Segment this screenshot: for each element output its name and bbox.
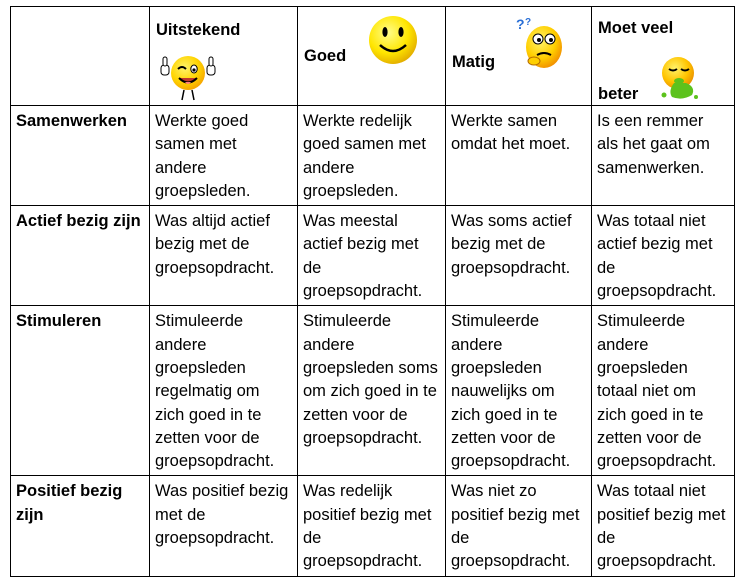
cell: Was niet zo positief bezig met de groepsopdracht. — [446, 476, 592, 576]
cell: Werkte redelijk goed samen met andere groepsleden. — [298, 106, 446, 206]
row-label: Samenwerken — [11, 106, 150, 206]
cell: Werkte goed samen met andere groepsleden. — [150, 106, 298, 206]
thumbs-up-wink-smiley-icon — [158, 45, 218, 103]
svg-text:?: ? — [525, 17, 532, 28]
cell: Stimuleerde andere groepsleden nauwelijks om zich goed in te zetten voor de groepsopdracht. — [446, 306, 592, 476]
header-uitstekend — [150, 7, 298, 106]
header-label: Uitstekend — [156, 21, 241, 39]
rubric-table — [10, 6, 735, 577]
header-label-line1: Moet veel — [598, 19, 674, 37]
svg-text:?: ? — [516, 16, 525, 32]
table-row — [11, 206, 735, 306]
header-row — [11, 7, 735, 106]
cell: Werkte samen omdat het moet. — [446, 106, 592, 206]
table-row — [11, 306, 735, 476]
cell: Was altijd actief bezig met de groepsopdracht. — [150, 206, 298, 306]
header-goed — [298, 7, 446, 106]
cell: Stimuleerde andere groepsleden totaal niet om zich goed in te zetten voor de groepsopdracht. — [592, 306, 735, 476]
cell: Was soms actief bezig met de groepsopdracht. — [446, 206, 592, 306]
header-moet-veel-beter — [592, 7, 735, 106]
header-label-line2: beter — [598, 85, 639, 103]
thinking-smiley-icon — [514, 15, 566, 71]
cell: Stimuleerde andere groepsleden soms om zich goed in te zetten voor de groepsopdracht. — [298, 306, 446, 476]
corner-cell — [11, 7, 150, 106]
cell: Stimuleerde andere groepsleden regelmatig om zich goed in te zetten voor de groepsopdracht. — [150, 306, 298, 476]
table-row — [11, 476, 735, 576]
cell: Was meestal actief bezig met de groepsopdracht. — [298, 206, 446, 306]
header-matig — [446, 7, 592, 106]
cell: Was positief bezig met de groepsopdracht. — [150, 476, 298, 576]
cell: Was redelijk positief bezig met de groepsopdracht. — [298, 476, 446, 576]
header-label: Goed — [304, 47, 347, 65]
cell: Was totaal niet positief bezig met de groepsopdracht. — [592, 476, 735, 576]
header-label: Matig — [452, 53, 496, 71]
row-label: Stimuleren — [11, 306, 150, 476]
smiley-icon — [366, 13, 420, 67]
row-label: Actief bezig zijn — [11, 206, 150, 306]
row-label: Positief bezig zijn — [11, 476, 150, 576]
sick-smiley-icon — [654, 53, 704, 103]
table-row — [11, 106, 735, 206]
cell: Was totaal niet actief bezig met de groepsopdracht. — [592, 206, 735, 306]
cell: Is een remmer als het gaat om samenwerken. — [592, 106, 735, 206]
